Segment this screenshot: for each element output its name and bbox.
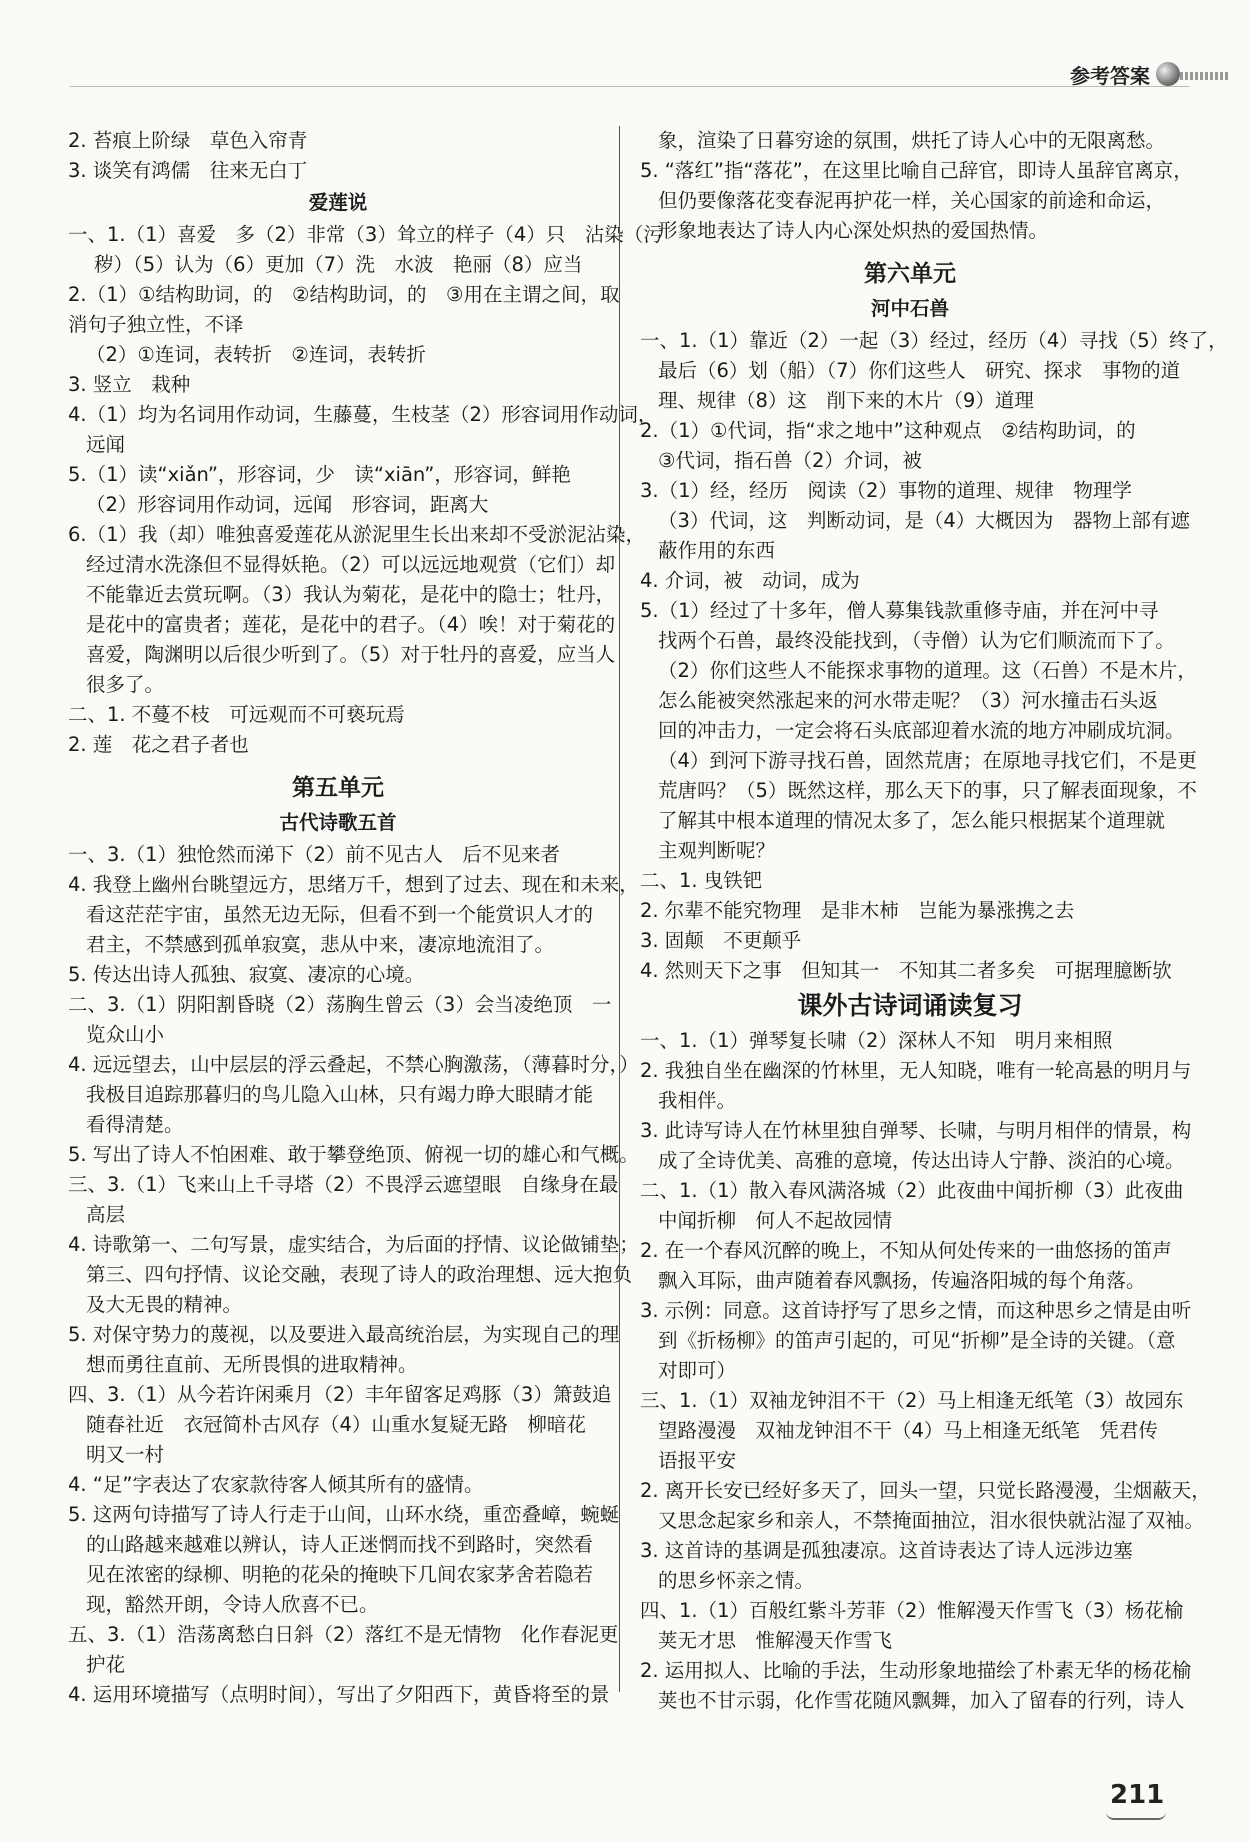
unit-title-6: 第六单元: [864, 261, 956, 287]
answer-line: 一、1.（1）靠近（2）一起（3）经过，经历（4）寻找（5）终了，: [640, 329, 1228, 352]
review-section-title: 课外古诗词诵读复习: [797, 991, 1023, 1020]
answer-line: 一、1.（1）弹琴复长啸（2）深林人不知 明月来相照: [640, 1029, 1113, 1052]
answer-line: 了解其中根本道理的情况太多了，怎么能只根据某个道理就: [658, 809, 1166, 832]
answer-line: 四、1.（1）百般红紫斗芳菲（2）惟解漫天作雪飞（3）杨花榆: [640, 1599, 1184, 1622]
answer-line: 形象地表达了诗人内心深处炽热的爱国热情。: [658, 219, 1049, 242]
answer-line: 4. “足”字表达了农家款待客人倾其所有的盛情。: [68, 1473, 484, 1496]
answer-line: 我极目追踪那暮归的鸟儿隐入山林，只有竭力睁大眼睛才能: [86, 1083, 594, 1106]
answer-line: ③代词，指石兽（2）介词，被: [658, 449, 922, 472]
answer-line: 我相伴。: [658, 1089, 737, 1112]
answer-line: 中闻折柳 何人不起故园情: [658, 1209, 893, 1232]
answer-line: 第三、四句抒情、议论交融，表现了诗人的政治理想、远大抱负: [86, 1263, 633, 1286]
answer-line: 主观判断呢？: [658, 839, 776, 862]
answer-line: 二、1. 不蔓不枝 可远观而不可亵玩焉: [68, 703, 405, 726]
answer-line: 2.（1）①代词，指“求之地中”这种观点 ②结构助词，的: [640, 419, 1136, 442]
answer-line: 理、规律（8）这 削下来的木片（9）道理: [658, 389, 1034, 412]
answer-line: 3. 固颠 不更颠乎: [640, 929, 802, 952]
answer-line: （2）形容词用作动词，远闻 形容词，距离大: [86, 493, 489, 516]
answer-line: 看这茫茫宇宙，虽然无边无际，但看不到一个能赏识人才的: [86, 903, 594, 926]
answer-line: 5. 这两句诗描写了诗人行走于山间，山环水绕，重峦叠嶂，蜿蜒: [68, 1503, 620, 1526]
answer-line: 及大无畏的精神。: [86, 1293, 243, 1316]
answer-line: 一、1.（1）喜爱 多（2）非常（3）耸立的样子（4）只 沾染（污: [68, 223, 663, 246]
answer-line: 三、1.（1）双袖龙钟泪不干（2）马上相逢无纸笔（3）故园东: [640, 1389, 1184, 1412]
right-column: [640, 126, 1228, 1716]
answer-line: 4.（1）均为名词用作动词，生藤蔓，生枝茎（2）形容词用作动词，: [68, 403, 658, 426]
answer-line: 荚无才思 惟解漫天作雪飞: [658, 1629, 893, 1652]
answer-line: （2）你们这些人不能探求事物的道理。这（石兽）不是木片，: [658, 659, 1197, 682]
answer-line: 的山路越来越难以辨认，诗人正迷惘而找不到路时，突然看: [86, 1533, 594, 1556]
answer-line: 高层: [86, 1203, 126, 1226]
answer-line: 语报平安: [658, 1449, 737, 1472]
answer-line: 3. 谈笑有鸿儒 往来无白丁: [68, 159, 308, 182]
unit-title-5: 第五单元: [292, 775, 384, 801]
answer-line: 是花中的富贵者；莲花，是花中的君子。（4）唉！对于菊花的: [86, 613, 616, 636]
answer-line: 6.（1）我（却）唯独喜爱莲花从淤泥里生长出来却不受淤泥沾染，: [68, 523, 646, 546]
answer-line: 3. 示例：同意。这首诗抒写了思乡之情，而这种思乡之情是由听: [640, 1299, 1192, 1322]
answer-line: 2. 在一个春风沉醉的晚上，不知从何处传来的一曲悠扬的笛声: [640, 1239, 1172, 1262]
answer-line: 二、3.（1）阴阳割昏晓（2）荡胸生曾云（3）会当凌绝顶 一: [68, 993, 612, 1016]
answer-line: 想而勇往直前、无所畏惧的进取精神。: [86, 1353, 418, 1376]
section-title-hezhongshishou: 河中石兽: [870, 297, 949, 320]
answer-line: （3）代词，这 判断动词，是（4）大概因为 器物上部有遮: [658, 509, 1190, 532]
answer-line: 望路漫漫 双袖龙钟泪不干（4）马上相逢无纸笔 凭君传: [658, 1419, 1158, 1442]
answer-line: 成了全诗优美、高雅的意境，传达出诗人宁静、淡泊的心境。: [658, 1149, 1185, 1172]
answer-line: 对即可）: [658, 1359, 737, 1382]
answer-line: 喜爱，陶渊明以后很少听到了。（5）对于牡丹的喜爱，应当人: [86, 643, 616, 666]
answer-line: 荚也不甘示弱，化作雪花随风飘舞，加入了留春的行列，诗人: [658, 1689, 1185, 1712]
answer-line: 2. 苔痕上阶绿 草色入帘青: [68, 129, 308, 152]
answer-line: 3. 此诗写诗人在竹林里独自弹琴、长啸，与明月相伴的情景，构: [640, 1119, 1192, 1142]
header-orb-icon: [1156, 62, 1180, 86]
answer-line: 览众山小: [86, 1023, 165, 1046]
answer-line: （4）到河下游寻找石兽，固然荒唐；在原地寻找它们，不是更: [658, 749, 1197, 772]
answer-line: 又思念起家乡和亲人，不禁掩面抽泣，泪水很快就沾湿了双袖。: [658, 1509, 1205, 1532]
answer-line: 很多了。: [86, 673, 165, 696]
answer-line: 4. 运用环境描写（点明时间），写出了夕阳西下，黄昏将至的景: [68, 1683, 610, 1706]
answer-line: 5. “落红”指“落花”，在这里比喻自己辞官，即诗人虽辞官离京，: [640, 159, 1193, 182]
answer-line: 3. 这首诗的基调是孤独凄凉。这首诗表达了诗人远涉边塞: [640, 1539, 1133, 1562]
answer-line: 二、1. 曳铁钯: [640, 869, 763, 892]
answer-line: 4. 然则天下之事 但知其一 不知其二者多矣 可据理臆断欤: [640, 959, 1172, 982]
answer-line: 四、3.（1）从今若许闲乘月（2）丰年留客足鸡豚（3）箫鼓追: [68, 1383, 612, 1406]
answer-line: 找两个石兽，最终没能找到，（寺僧）认为它们顺流而下了。: [658, 629, 1175, 652]
answer-line: 三、3.（1）飞来山上千寻塔（2）不畏浮云遮望眼 自缘身在最: [68, 1173, 619, 1196]
answer-line: 2. 莲 花之君子者也: [68, 733, 249, 756]
answer-line: 3. 竖立 栽种: [68, 373, 191, 396]
answer-line: 2. 我独自坐在幽深的竹林里，无人知晓，唯有一轮高悬的明月与: [640, 1059, 1192, 1082]
header-title: 参考答案: [1070, 64, 1150, 88]
answer-line: 4. 远远望去，山中层层的浮云叠起，不禁心胸激荡，（薄暮时分，）: [68, 1053, 639, 1076]
answer-line: 4. 我登上幽州台眺望远方，思绪万千，想到了过去、现在和未来，: [68, 873, 639, 896]
answer-line: 看得清楚。: [86, 1113, 184, 1136]
answer-line: 不能靠近去赏玩啊。（3）我认为菊花，是花中的隐士；牡丹，: [86, 583, 616, 606]
answer-line: 5.（1）读“xiǎn”，形容词，少 读“xiān”，形容词，鲜艳: [68, 463, 571, 486]
answer-line: 2. 离开长安已经好多天了，回头一望，只觉长路漫漫，尘烟蔽天，: [640, 1479, 1211, 1502]
header-rule: [70, 86, 1190, 87]
answer-line: 5. 传达出诗人孤独、寂寞、凄凉的心境。: [68, 963, 425, 986]
answer-line: 五、3.（1）浩荡离愁白日斜（2）落红不是无情物 化作春泥更: [68, 1623, 619, 1646]
answer-line: 君主，不禁感到孤单寂寞，悲从中来，凄凉地流泪了。: [86, 933, 555, 956]
answer-line: （2）①连词，表转折 ②连词，表转折: [86, 343, 426, 366]
answer-line: 蔽作用的东西: [658, 539, 776, 562]
answer-line: 3.（1）经，经历 阅读（2）事物的道理、规律 物理学: [640, 479, 1132, 502]
answer-line: 5.（1）经过了十多年，僧人募集钱款重修寺庙，并在河中寻: [640, 599, 1159, 622]
answer-line: 到《折杨柳》的笛声引起的，可见“折柳”是全诗的关键。（意: [658, 1329, 1176, 1352]
left-column: [68, 126, 663, 1710]
answer-line: 2.（1）①结构助词，的 ②结构助词，的 ③用在主谓之间，取: [68, 283, 620, 306]
answer-line: 二、1.（1）散入春风满洛城（2）此夜曲中闻折柳（3）此夜曲: [640, 1179, 1184, 1202]
answer-line: 秽）（5）认为（6）更加（7）洗 水波 艳丽（8）应当: [94, 253, 583, 276]
answer-line: 明又一村: [86, 1443, 165, 1466]
answer-line: 经过清水洗涤但不显得妖艳。（2）可以远远地观赏（它们）却: [86, 553, 616, 576]
answer-line: 最后（6）划（船）（7）你们这些人 研究、探求 事物的道: [658, 359, 1181, 382]
answer-line: 见在浓密的绿柳、明艳的花朵的掩映下几间农家茅舍若隐若: [86, 1563, 594, 1586]
answer-line: 随春社近 衣冠简朴古风存（4）山重水复疑无路 柳暗花: [86, 1413, 586, 1436]
answer-line: 的思乡怀亲之情。: [658, 1569, 815, 1592]
answer-line: 怎么能被突然涨起来的河水带走呢？（3）河水撞击石头返: [658, 689, 1158, 712]
answer-line: 飘入耳际，曲声随着春风飘扬，传遍洛阳城的每个角落。: [658, 1269, 1146, 1292]
column-divider: [619, 126, 620, 1692]
section-title-gudaishige: 古代诗歌五首: [279, 811, 397, 834]
section-title-ailianshuo: 爱莲说: [308, 191, 368, 214]
answer-line: 4. 介词，被 动词，成为: [640, 569, 860, 592]
answer-line: 荒唐吗？（5）既然这样，那么天下的事，只了解表面现象，不: [658, 779, 1197, 802]
answer-line: 护花: [86, 1653, 126, 1676]
answer-line: 消句子独立性，不译: [68, 313, 244, 336]
answer-line: 2. 尔辈不能究物理 是非木柿 岂能为暴涨携之去: [640, 899, 1075, 922]
answer-line: 象，渲染了日暮穷途的氛围，烘托了诗人心中的无限离愁。: [658, 129, 1166, 152]
answer-line: 2. 运用拟人、比喻的手法，生动形象地描绘了朴素无华的杨花榆: [640, 1659, 1192, 1682]
answer-line: 远闻: [86, 433, 126, 456]
answer-line: 现，豁然开朗，令诗人欣喜不已。: [86, 1593, 379, 1616]
page-number: 211: [1110, 1780, 1165, 1810]
page-number-swirl-icon: [1106, 1812, 1166, 1820]
answer-line: 但仍要像落花变春泥再护花一样，关心国家的前途和命运，: [658, 189, 1166, 212]
answer-line: 4. 诗歌第一、二句写景，虚实结合，为后面的抒情、议论做铺垫；: [68, 1233, 639, 1256]
answer-line: 一、3.（1）独怆然而涕下（2）前不见古人 后不见来者: [68, 843, 560, 866]
answer-line: 5. 对保守势力的蔑视，以及要进入最高统治层，为实现自己的理: [68, 1323, 620, 1346]
answer-line: 回的冲击力，一定会将石头底部迎着水流的地方冲刷成坑洞。: [658, 719, 1185, 742]
header-stripes-icon: [1180, 72, 1230, 80]
answer-line: 5. 写出了诗人不怕困难、敢于攀登绝顶、俯视一切的雄心和气概。: [68, 1143, 639, 1166]
